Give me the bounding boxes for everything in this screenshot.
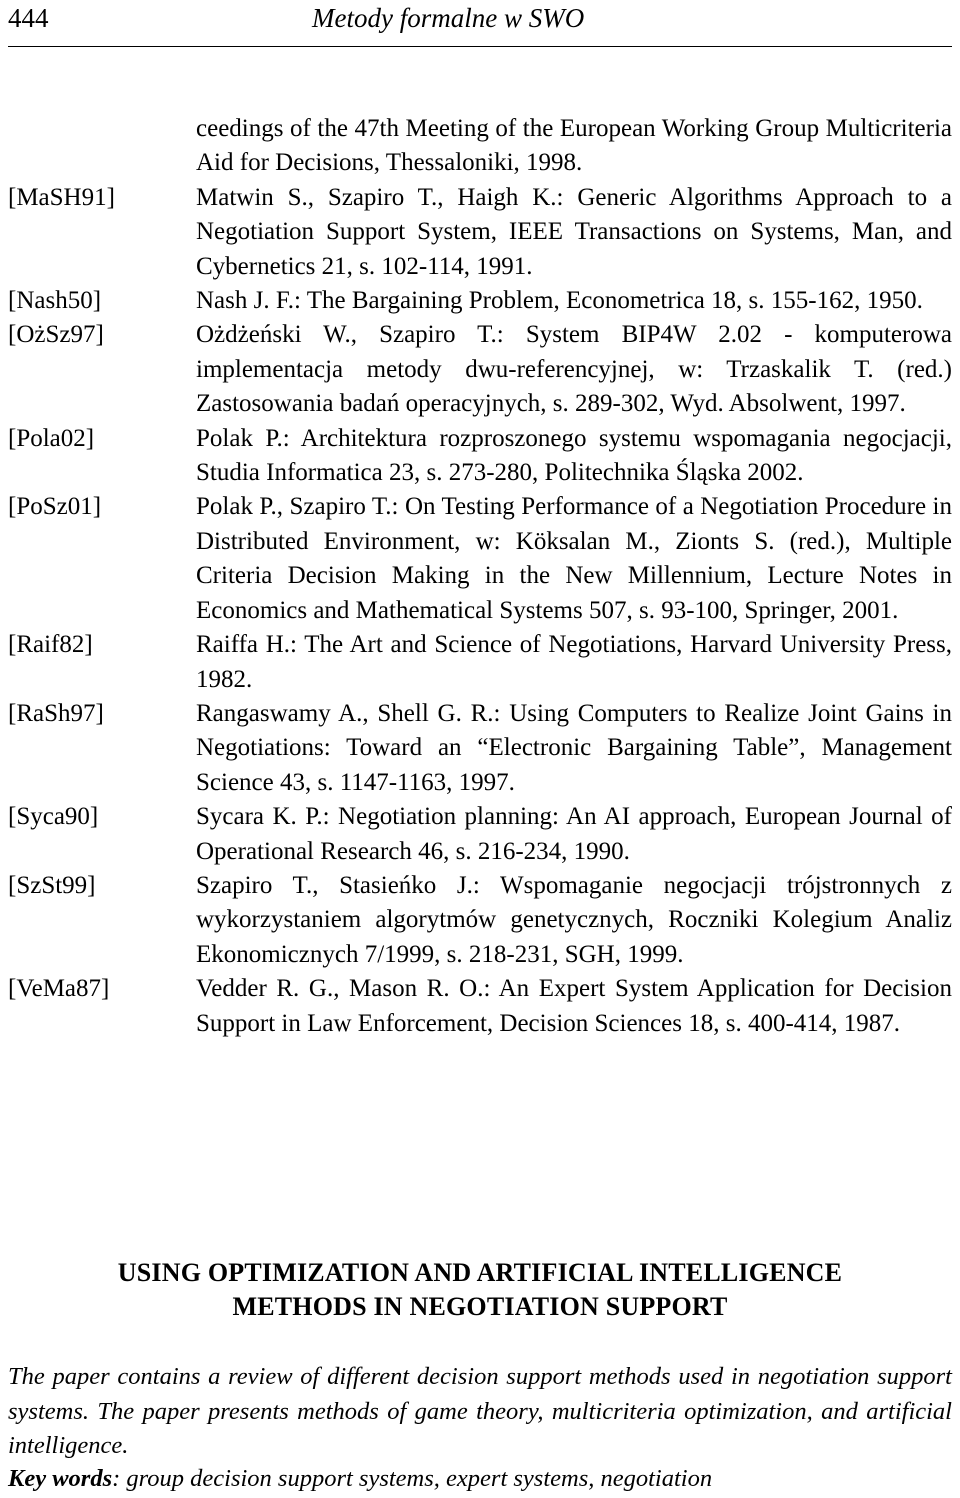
reference-key: [Pola02] [8, 424, 95, 452]
keywords-text: : group decision support systems, expert systems, negotiation [112, 1465, 713, 1492]
abstract-title-line: USING OPTIMIZATION AND ARTIFICIAL INTELLIGENCE [117, 1258, 843, 1287]
abstract-body: The paper contains a review of different decision support methods used in negotiation support systems. The paper presents methods of game theory, multicriteria optimization, and artificial intelligence. [8, 1363, 952, 1459]
reference-text: Polak P.: Architektura rozproszonego systemu wspomagania negocjacji, Studia Informatica 23, s. 273-280, Politechnika Śląska 2002. [196, 424, 952, 487]
reference-key: [VeMa87] [8, 975, 110, 1003]
abstract-title-line: METHODS IN NEGOTIATION SUPPORT [232, 1292, 728, 1321]
reference-entry [0, 284, 960, 318]
reference-entry [0, 697, 960, 800]
keywords [8, 1462, 952, 1496]
reference-entry [0, 112, 960, 181]
reference-entry [0, 181, 960, 284]
reference-entry [0, 422, 960, 491]
page-header [8, 0, 952, 47]
reference-key: [OżSz97] [8, 321, 104, 349]
reference-entry [0, 318, 960, 421]
reference-text: ceedings of the 47th Meeting of the European Working Group Multicriteria Aid for Decisions, Thessaloniki, 1998. [196, 115, 952, 177]
reference-key: [PoSz01] [8, 493, 102, 521]
reference-text: Rangaswamy A., Shell G. R.: Using Computers to Realize Joint Gains in Negotiations: Toward an “Electronic Bargaining Table”, Management Science 43, s. 1147-1163, 1997. [196, 699, 952, 796]
reference-text: Raiffa H.: The Art and Science of Negotiations, Harvard University Press, 1982. [196, 631, 952, 693]
reference-entry [0, 869, 960, 972]
reference-entry [0, 800, 960, 869]
reference-text: Sycara K. P.: Negotiation planning: An AI approach, European Journal of Operational Research 46, s. 216-234, 1990. [196, 803, 952, 865]
abstract-title [0, 1256, 960, 1324]
reference-text: Ożdżeński W., Szapiro T.: System BIP4W 2.02 - komputerowa implementacja metody dwu-referencyjnej, w: Trzaskalik T. (red.) Zastosowania badań operacyjnych, s. 289-302, Wyd. Absolwent, 1997. [196, 321, 952, 418]
reference-key: [Nash50] [8, 287, 102, 315]
reference-text: Szapiro T., Stasieńko J.: Wspomaganie negocjacji trójstronnych z wykorzystaniem algorytmów genetycznych, Roczniki Kolegium Analiz Ekonomicznych 7/1999, s. 218-231, SGH, 1999. [196, 871, 952, 968]
reference-entry [0, 490, 960, 628]
reference-text: Nash J. F.: The Bargaining Problem, Econometrica 18, s. 155-162, 1950. [196, 287, 923, 315]
reference-key: [Syca90] [8, 803, 99, 831]
reference-text: Matwin S., Szapiro T., Haigh K.: Generic Algorithms Approach to a Negotiation Support System, IEEE Transactions on Systems, Man, and Cybernetics 21, s. 102-114, 1991. [196, 183, 952, 280]
running-title: Metody formalne w SWO [312, 3, 585, 33]
reference-text: Vedder R. G., Mason R. O.: An Expert System Application for Decision Support in Law Enforcement, Decision Sciences 18, s. 400-414, 1987. [196, 975, 952, 1037]
reference-key: [SzSt99] [8, 871, 96, 899]
reference-entry [0, 628, 960, 697]
page-number: 444 [8, 3, 49, 33]
reference-key: [Raif82] [8, 631, 93, 659]
reference-text: Polak P., Szapiro T.: On Testing Performance of a Negotiation Procedure in Distributed Environment, w: Köksalan M., Zionts S. (red.), Multiple Criteria Decision Making in the New Millennium, Lecture Notes in Economics and Mathematical Systems 507, s. 93-100, Springer, 2001. [196, 493, 952, 624]
bibliography [0, 112, 960, 1041]
reference-key: [RaSh97] [8, 699, 104, 727]
reference-entry [0, 972, 960, 1041]
keywords-label: Key words [8, 1465, 113, 1492]
reference-key: [MaSH91] [8, 183, 115, 211]
